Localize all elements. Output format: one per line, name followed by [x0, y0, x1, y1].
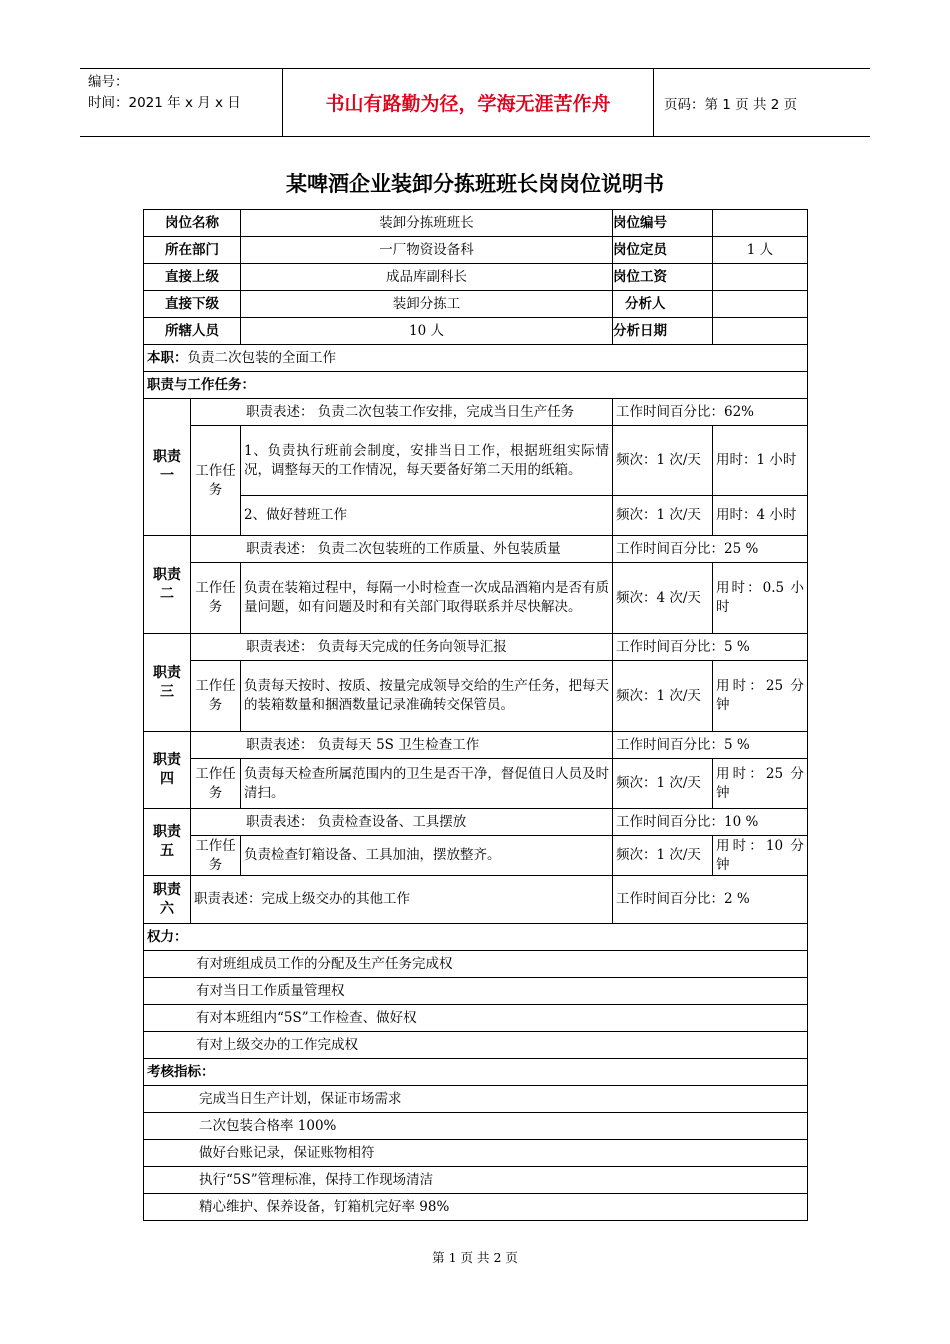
time-label: 时间：2021 年 x 月 x 日: [88, 95, 241, 111]
info-label: 岗位名称: [144, 210, 241, 237]
info-value: [713, 210, 808, 237]
kpi-item: [144, 1113, 808, 1140]
work-task-label: 工作任务: [191, 836, 241, 876]
task-text: 1、负责执行班前会制度，安排当日工作，根据班组实际情况，调整每天的工作情况，每天要备好第二天用的纸箱。: [241, 426, 613, 496]
task-frequency: 频次：1 次/天: [613, 836, 713, 876]
duty-statement: 职责表述： 负责每天完成的任务向领导汇报: [191, 634, 613, 661]
authority-header-row: [144, 924, 808, 951]
page-footer: 第 1 页 共 2 页: [432, 1250, 518, 1265]
authority-text: 有对本班组内“5S”工作检查、做好权: [144, 1005, 808, 1032]
info-value: [241, 291, 613, 318]
header-page-number: 页码：第 1 页 共 2 页: [664, 96, 798, 113]
kpi-text: 二次包装合格率 100%: [144, 1113, 808, 1140]
duty-statement-row: [144, 732, 808, 759]
duty-time-percent: 工作时间百分比：2 %: [613, 876, 808, 924]
task-time: 用时：10 分钟: [713, 836, 808, 876]
task-time: 用时：25 分钟: [713, 661, 808, 732]
duty-statement-row: [144, 809, 808, 836]
basic-duty-label: 本职：: [147, 349, 188, 366]
info-row: [144, 237, 808, 264]
task-text: 负责每天按时、按质、按量完成领导交给的生产任务，把每天的装箱数量和捆酒数量记录准确转交保管员。: [241, 661, 613, 732]
info-value: [241, 237, 613, 264]
document-header: [80, 68, 870, 137]
kpi-text: 精心维护、保养设备，钉箱机完好率 98%: [144, 1194, 808, 1221]
task-text: 2、做好替班工作: [241, 496, 613, 536]
info-value: [241, 318, 613, 345]
duty-statement-row: [144, 634, 808, 661]
kpi-text: 做好台账记录，保证账物相符: [144, 1140, 808, 1167]
task-text: 负责在装箱过程中，每隔一小时检查一次成品酒箱内是否有质量问题，如有问题及时和有关部门取得联系并尽快解决。: [241, 563, 613, 634]
kpi-header-row: [144, 1059, 808, 1086]
subordinate: 装卸分拣工: [392, 295, 461, 312]
info-value: [241, 210, 613, 237]
kpi-label: 考核指标：: [144, 1059, 808, 1086]
duty-statement: 职责表述： 负责二次包装工作安排，完成当日生产任务: [191, 399, 613, 426]
info-label: 岗位编号: [613, 210, 713, 237]
info-value: [241, 264, 613, 291]
duty-statement: 职责表述： 负责二次包装班的工作质量、外包装质量: [191, 536, 613, 563]
info-label: 岗位工资: [613, 264, 713, 291]
task-text: 负责每天检查所属范围内的卫生是否干净，督促值日人员及时清扫。: [241, 759, 613, 809]
task-frequency: 频次：1 次/天: [613, 661, 713, 732]
task-frequency: 频次：1 次/天: [613, 426, 713, 496]
duty-statement-row: [144, 536, 808, 563]
work-task-label: 工作任务: [191, 661, 241, 732]
info-label: 岗位定员: [613, 237, 713, 264]
duty-statement: 职责表述： 负责检查设备、工具摆放: [191, 809, 613, 836]
kpi-text: 完成当日生产计划，保证市场需求: [144, 1086, 808, 1113]
duty-time-percent: 工作时间百分比：5 %: [613, 634, 808, 661]
kpi-item: [144, 1140, 808, 1167]
duties-header-row: [144, 372, 808, 399]
info-row: [144, 264, 808, 291]
task-frequency: 频次：1 次/天: [613, 759, 713, 809]
authority-item: [144, 951, 808, 978]
duty-task-row: [144, 563, 808, 634]
task-time: 用时：1 小时: [713, 426, 808, 496]
kpi-item: [144, 1086, 808, 1113]
authority-item: [144, 1005, 808, 1032]
job-description-table: [143, 209, 808, 1221]
task-frequency: 频次：4 次/天: [613, 563, 713, 634]
info-label: 直接上级: [144, 264, 241, 291]
kpi-item: [144, 1194, 808, 1221]
authority-text: 有对当日工作质量管理权: [144, 978, 808, 1005]
duty-task-row: [144, 836, 808, 876]
managed: 10 人: [409, 322, 444, 339]
info-value: [713, 318, 808, 345]
superior: 成品库副科长: [386, 268, 467, 285]
info-value: [713, 291, 808, 318]
kpi-item: [144, 1167, 808, 1194]
duty-statement: 职责表述： 负责每天 5S 卫生检查工作: [191, 732, 613, 759]
task-frequency: 频次：1 次/天: [613, 496, 713, 536]
task-time: 用时：0.5 小时: [713, 563, 808, 634]
duty-task-row: [144, 661, 808, 732]
duty-statement-row: [144, 399, 808, 426]
duty-statement-row: [144, 876, 808, 924]
duty-time-percent: 工作时间百分比：10 %: [613, 809, 808, 836]
task-time: 用时：4 小时: [713, 496, 808, 536]
basic-duty-text: 负责二次包装的全面工作: [187, 349, 336, 366]
info-label: 分析日期: [613, 318, 713, 345]
department: 一厂物资设备科: [379, 241, 474, 258]
duty-task-row: [144, 426, 808, 496]
duty-label: 职责四: [144, 732, 191, 809]
authority-text: 有对班组成员工作的分配及生产任务完成权: [144, 951, 808, 978]
task-text: 负责检查钉箱设备、工具加油，摆放整齐。: [241, 836, 613, 876]
info-label: 直接下级: [144, 291, 241, 318]
info-label: 所辖人员: [144, 318, 241, 345]
header-meta: [80, 69, 283, 136]
authority-text: 有对上级交办的工作完成权: [144, 1032, 808, 1059]
kpi-text: 执行“5S”管理标准，保持工作现场清洁: [144, 1167, 808, 1194]
task-time: 用时：25 分钟: [713, 759, 808, 809]
duty-time-percent: 工作时间百分比：25 %: [613, 536, 808, 563]
duty-label: 职责一: [144, 399, 191, 536]
info-row: [144, 210, 808, 237]
work-task-label: 工作任务: [191, 426, 241, 536]
page-title: 某啤酒企业装卸分拣班班长岗岗位说明书: [286, 172, 664, 196]
duty-task-row: [144, 496, 808, 536]
authority-label: 权力：: [144, 924, 808, 951]
work-task-label: 工作任务: [191, 759, 241, 809]
info-value: 1 人: [713, 237, 808, 264]
duty-time-percent: 工作时间百分比：62%: [613, 399, 808, 426]
info-label: 所在部门: [144, 237, 241, 264]
info-row: [144, 318, 808, 345]
info-row: [144, 291, 808, 318]
duty-label: 职责二: [144, 536, 191, 634]
basic-duty-row: [144, 345, 808, 372]
duty-statement: 职责表述：完成上级交办的其他工作: [191, 876, 613, 924]
authority-item: [144, 978, 808, 1005]
header-motto: 书山有路勤为径，学海无涯苦作舟: [283, 69, 654, 136]
duty-time-percent: 工作时间百分比：5 %: [613, 732, 808, 759]
position-name: 装卸分拣班班长: [379, 214, 474, 231]
duty-label: 职责三: [144, 634, 191, 732]
duties-header: 职责与工作任务：: [144, 372, 808, 399]
duty-task-row: [144, 759, 808, 809]
duty-label: 职责五: [144, 809, 191, 876]
work-task-label: 工作任务: [191, 563, 241, 634]
duty-label: 职责六: [144, 876, 191, 924]
number-label: 编号：: [88, 74, 129, 90]
authority-item: [144, 1032, 808, 1059]
info-label: 分析人: [613, 291, 713, 318]
info-value: [713, 264, 808, 291]
